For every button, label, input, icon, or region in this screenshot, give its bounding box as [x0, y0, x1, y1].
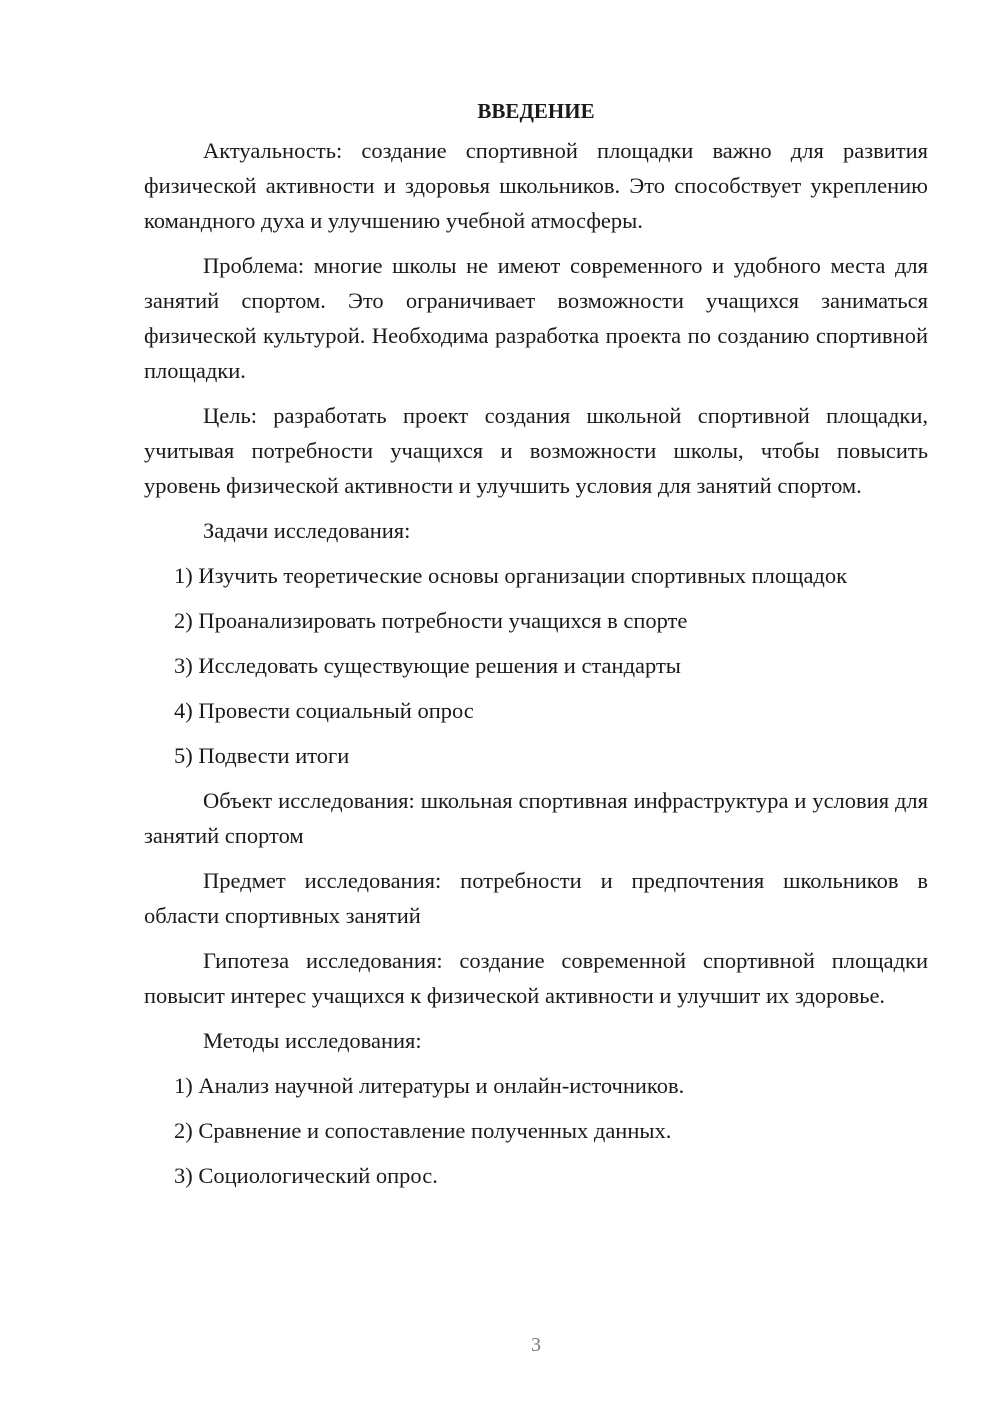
list-item: 5) Подвести итоги: [174, 743, 350, 768]
problem-paragraph: Проблема: многие школы не имеют современного и удобного места для занятий спортом. Это ограничивает возможности учащихся заниматься физической культурой. Необходима разработка проекта по созданию спортивной площадки.: [144, 253, 928, 383]
list-item: 3) Исследовать существующие решения и стандарты: [174, 653, 681, 678]
subject-paragraph: Предмет исследования: потребности и предпочтения школьников в области спортивных занятий: [144, 868, 928, 928]
object-paragraph: Объект исследования: школьная спортивная инфраструктура и условия для занятий спортом: [144, 788, 928, 848]
list-item: 4) Провести социальный опрос: [174, 698, 474, 723]
goal-paragraph: Цель: разработать проект создания школьной спортивной площадки, учитывая потребности учащихся и возможности школы, чтобы повысить уровень физической активности и улучшить условия для занятий спортом.: [144, 403, 928, 498]
list-item: 2) Проанализировать потребности учащихся в спорте: [174, 608, 688, 633]
relevance-paragraph: Актуальность: создание спортивной площадки важно для развития физической активности и здоровья школьников. Это способствует укреплению командного духа и улучшению учебной атмосферы.: [144, 138, 928, 233]
methods-list: [144, 1068, 928, 1193]
tasks-list: [144, 558, 928, 773]
list-item: 1) Изучить теоретические основы организации спортивных площадок: [174, 563, 848, 588]
list-item: 2) Сравнение и сопоставление полученных данных.: [174, 1118, 672, 1143]
list-item: 1) Анализ научной литературы и онлайн-источников.: [174, 1073, 685, 1098]
methods-heading: Методы исследования:: [203, 1028, 422, 1053]
tasks-heading: Задачи исследования:: [203, 518, 411, 543]
section-title: ВВЕДЕНИЕ: [477, 99, 595, 123]
document-page: [144, 95, 928, 1203]
hypothesis-paragraph: Гипотеза исследования: создание современной спортивной площадки повысит интерес учащихся к физической активности и улучшит их здоровье.: [144, 948, 928, 1008]
page-number: 3: [531, 1334, 541, 1356]
list-item: 3) Социологический опрос.: [174, 1163, 438, 1188]
